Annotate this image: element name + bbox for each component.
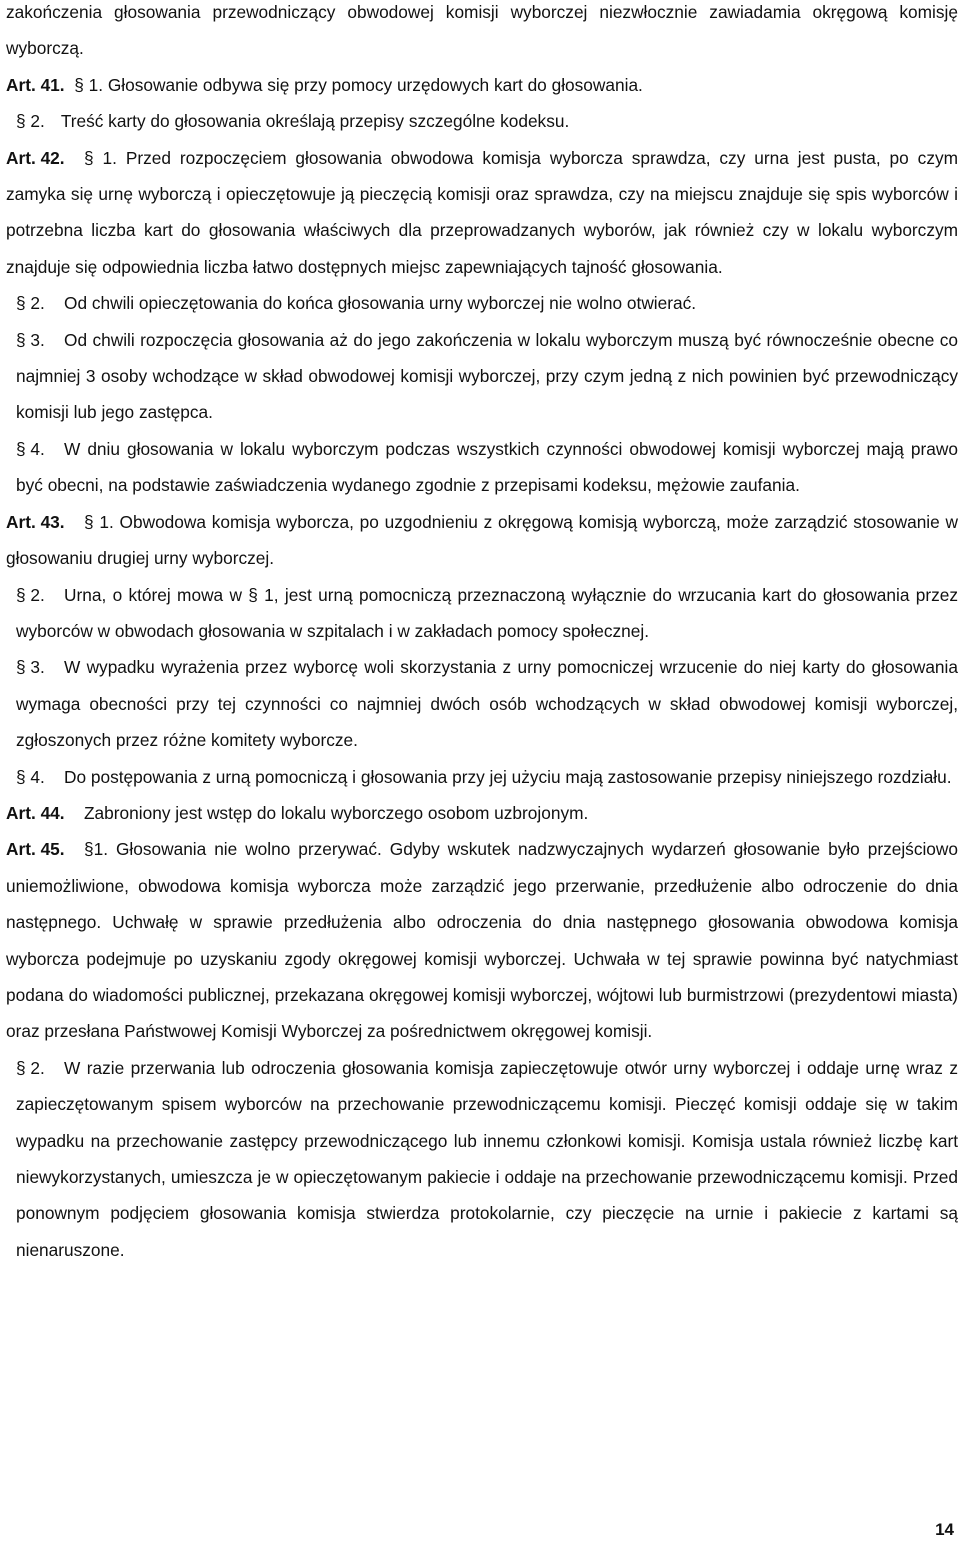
article-43-par-3-text: W wypadku wyrażenia przez wyborcę woli skorzystania z urny pomocniczej wrzucenie do niej karty do głosowania wymaga obecności przy tej czynności co najmniej dwóch osób wchodzących w skład obwodowej komisji wyborczej, zgłoszonych przez różne komitety wyborcze.: [16, 657, 958, 751]
article-45-label: Art. 45.: [6, 839, 65, 860]
article-45-par-1: [6, 831, 958, 1049]
section-number: § 2.: [16, 111, 45, 132]
article-41-par-1: [6, 67, 958, 103]
section-number: § 2.: [16, 584, 45, 605]
article-41-par-2-text: Treść karty do głosowania określają przepisy szczególne kodeksu.: [60, 111, 570, 132]
section-number: § 2.: [16, 1057, 45, 1078]
document-page: [6, 0, 958, 1268]
article-42-par-3: [6, 322, 958, 431]
article-43-par-1-text: § 1. Obwodowa komisja wyborcza, po uzgodnieniu z okręgową komisją wyborczą, może zarządzić stosowanie w głosowaniu drugiej urny wyborczej.: [6, 511, 958, 569]
article-41-par-1-text: § 1. Głosowanie odbywa się przy pomocy urzędowych kart do głosowania.: [74, 74, 643, 95]
article-43-label: Art. 43.: [6, 511, 65, 532]
paragraph-continuation: zakończenia głosowania przewodniczący obwodowej komisji wyborczej niezwłocznie zawiadamia okręgową komisję wyborczą.: [6, 2, 958, 59]
section-number: § 3.: [16, 657, 45, 678]
article-44-text: Zabroniony jest wstęp do lokalu wyborczego osobom uzbrojonym.: [84, 802, 589, 823]
article-42-par-4-text: W dniu głosowania w lokalu wyborczym podczas wszystkich czynności obwodowej komisji wyborczej mają prawo być obecni, na podstawie zaświadczenia wydanego zgodnie z przepisami kodeksu, mężowie zaufania.: [16, 438, 958, 496]
page-number: 14: [935, 1520, 954, 1539]
section-number: § 4.: [16, 438, 45, 459]
article-43-par-3: [6, 649, 958, 758]
article-43-par-2-text: Urna, o której mowa w § 1, jest urną pomocniczą przeznaczoną wyłącznie do wrzucania kart do głosowania przez wyborców w obwodach głosowania w szpitalach i w zakładach pomocy społecznej.: [16, 584, 958, 641]
article-41-label: Art. 41.: [6, 74, 65, 95]
article-44: [6, 795, 958, 831]
section-number: § 4.: [16, 766, 45, 787]
article-42-par-1-text: § 1. Przed rozpoczęciem głosowania obwodowa komisja wyborcza sprawdza, czy urna jest pusta, po czym zamyka się urnę wyborczą i opieczętowuje ją pieczęcią komisji oraz sprawdza, czy na miejscu znajduje się spis wyborców i potrzebna liczba kart do głosowania właściwych dla przeprowadzanych wyborów, jak również czy w lokalu wyborczym znajduje się odpowiednia liczba łatwo dostępnych miejsc zapewniających tajność głosowania.: [6, 147, 958, 277]
article-42-par-4: [6, 431, 958, 504]
article-45-par-2-text: W razie przerwania lub odroczenia głosowania komisja zapieczętowuje otwór urny wyborczej i oddaje urnę wraz z zapieczętowanym spisem wyborców na przechowanie przewodniczącemu komisji. Pieczęć komisji oddaje się w takim wypadku na przechowanie zastępcy przewodniczącego lub innemu członkowi komisji. Komisja ustala również liczbę kart niewykorzystanych, umieszcza je w opieczętowanym pakiecie i oddaje na przechowanie przewodniczącemu komisji. Przed ponownym podjęciem głosowania komisja stwierdza protokolarnie, czy pieczęcie na urnie i pakiecie z kartami są nienaruszone.: [16, 1057, 958, 1260]
article-42-par-2: [6, 285, 958, 321]
article-42-label: Art. 42.: [6, 147, 65, 168]
article-45-par-1-text: §1. Głosowania nie wolno przerywać. Gdyby wskutek nadzwyczajnych wydarzeń głosowanie było przejściowo uniemożliwione, obwodowa komisja wyborcza może zarządzić jego przerwanie, przedłużenie albo odroczenie do dnia następnego. Uchwałę w sprawie przedłużenia albo odroczenia do dnia następnego głosowania obwodowa komisja wyborcza podejmuje po uzyskaniu zgody okręgowej komisji wyborczej. Uchwała w tej sprawie powinna być natychmiast podana do wiadomości publicznej, przekazana okręgowej komisji wyborczej, wójtowi lub burmistrzowi (prezydentowi miasta) oraz przesłana Państwowej Komisji Wyborczej za pośrednictwem okręgowej komisji.: [6, 839, 958, 1042]
article-43-par-2: [6, 577, 958, 650]
article-42-par-2-text: Od chwili opieczętowania do końca głosowania urny wyborczej nie wolno otwierać.: [64, 293, 697, 314]
article-44-label: Art. 44.: [6, 802, 65, 823]
article-42-par-3-text: Od chwili rozpoczęcia głosowania aż do jego zakończenia w lokalu wyborczym muszą być równocześnie obecne co najmniej 3 osoby wchodzące w skład obwodowej komisji wyborczej, przy czym jedną z nich powinien być przewodniczący komisji lub jego zastępca.: [16, 329, 958, 423]
section-number: § 3.: [16, 329, 45, 350]
article-43-par-1: [6, 504, 958, 577]
article-43-par-4: [6, 759, 958, 795]
article-41-par-2: [6, 103, 958, 139]
article-42-par-1: [6, 140, 958, 286]
article-45-par-2: [6, 1050, 958, 1268]
article-43-par-4-text: Do postępowania z urną pomocniczą i głosowania przy jej użyciu mają zastosowanie przepisy niniejszego rozdziału.: [64, 766, 952, 787]
section-number: § 2.: [16, 293, 45, 314]
